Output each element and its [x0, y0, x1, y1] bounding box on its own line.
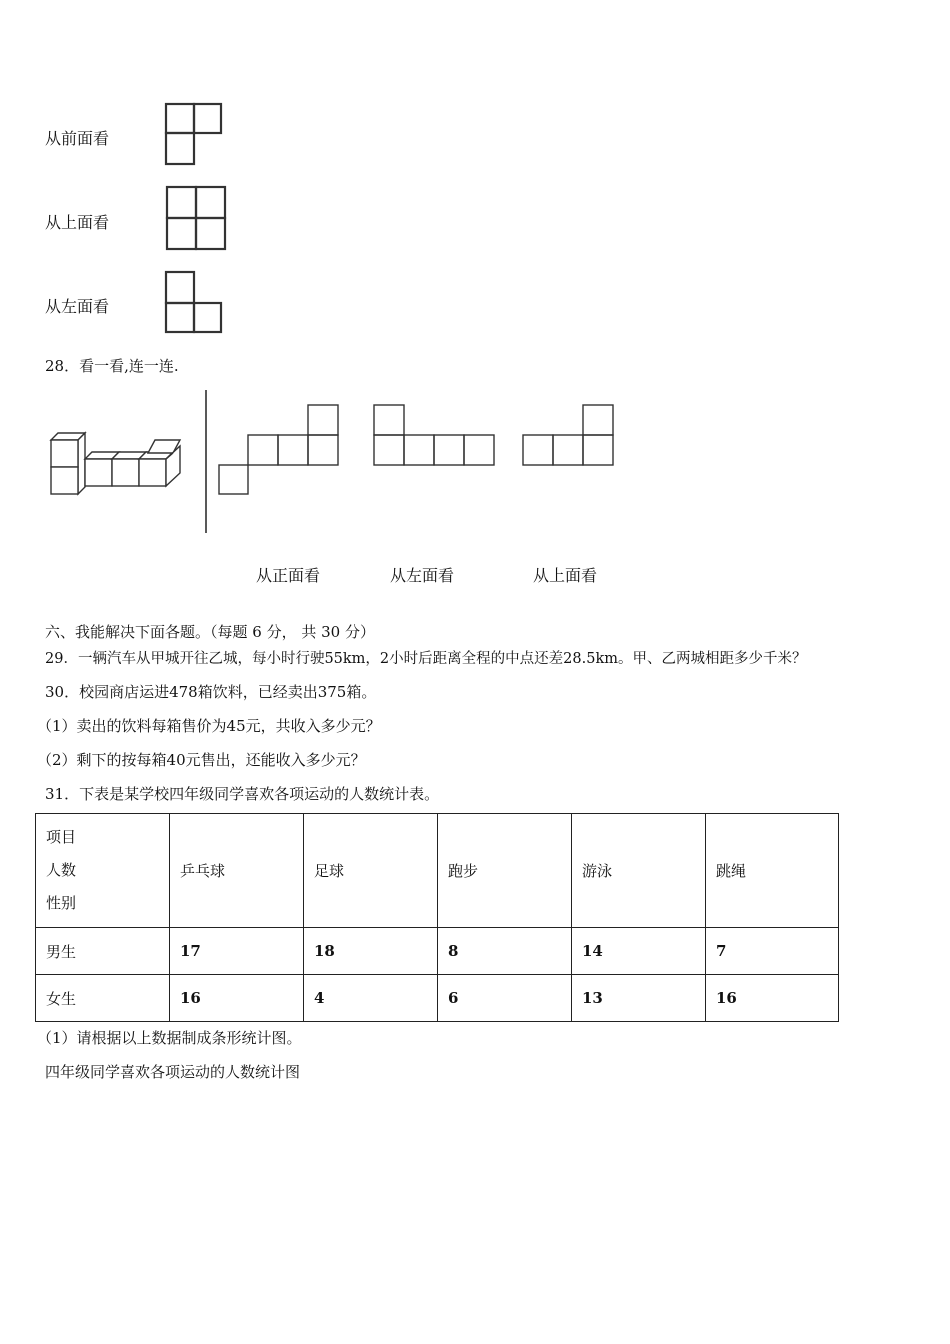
- table-row: [36, 975, 839, 1022]
- table-cell: 7: [706, 928, 839, 975]
- view-label-left-2: 从左面看: [390, 566, 455, 585]
- table-cell: 16: [170, 975, 304, 1022]
- view-label-top-2: 从上面看: [533, 566, 598, 585]
- view-label-top: 从上面看: [45, 213, 110, 232]
- view-label-front: 从前面看: [45, 129, 110, 148]
- q30-sub1: （1）卖出的饮料每箱售价为45元，共收入多少元？: [37, 717, 381, 735]
- table-cell: 14: [572, 928, 706, 975]
- left-view-grid-icon: [163, 269, 225, 335]
- corner-label-item: 项目: [46, 828, 77, 846]
- table-cell: 18: [304, 928, 438, 975]
- table-col-header: 乒乓球: [170, 814, 304, 928]
- table-col-header: 跳绳: [706, 814, 839, 928]
- l-shape-view-icon: [372, 403, 498, 467]
- sports-stats-table: [35, 813, 839, 1022]
- q30-sub2: （2）剩下的按每箱40元售出，还能收入多少元？: [37, 751, 366, 769]
- table-row: [36, 928, 839, 975]
- view-label-front-2: 从正面看: [256, 566, 321, 585]
- table-corner-cell: [36, 814, 170, 928]
- q31-text: 31．下表是某学校四年级同学喜欢各项运动的人数统计表。: [45, 785, 440, 803]
- top-view-grid-icon: [163, 184, 229, 252]
- table-header-row: [36, 814, 839, 928]
- divider-line: [200, 390, 210, 535]
- table-cell: 17: [170, 928, 304, 975]
- table-col-header: 游泳: [572, 814, 706, 928]
- table-cell: 6: [438, 975, 572, 1022]
- q30-text: 30．校园商店运进478箱饮料，已经卖出375箱。: [45, 683, 377, 701]
- q28-title: 28．看一看,连一连.: [45, 357, 179, 375]
- table-cell: 8: [438, 928, 572, 975]
- section-six-title: 六、我能解决下面各题。（每题 6 分， 共 30 分）: [45, 623, 375, 641]
- corner-label-gender: 性别: [46, 894, 77, 912]
- table-cell: 13: [572, 975, 706, 1022]
- corner-label-count: 人数: [46, 861, 77, 879]
- cube-stack-3d-icon: [48, 430, 184, 498]
- step-view-icon: [521, 403, 617, 467]
- staircase-view-icon: [218, 403, 342, 497]
- table-cell: 4: [304, 975, 438, 1022]
- table-col-header: 跑步: [438, 814, 572, 928]
- table-col-header: 足球: [304, 814, 438, 928]
- row-label: 男生: [36, 928, 170, 975]
- q31-chart-title: 四年级同学喜欢各项运动的人数统计图: [45, 1063, 301, 1081]
- table-cell: 16: [706, 975, 839, 1022]
- q29-text: 29．一辆汽车从甲城开往乙城，每小时行驶55km，2小时后距离全程的中点还差28.5km。甲、乙两城相距多少千米？: [45, 651, 807, 667]
- row-label: 女生: [36, 975, 170, 1022]
- q31-sub1: （1）请根据以上数据制成条形统计图。: [37, 1029, 302, 1047]
- front-view-grid-icon: [163, 101, 225, 167]
- view-label-left: 从左面看: [45, 297, 110, 316]
